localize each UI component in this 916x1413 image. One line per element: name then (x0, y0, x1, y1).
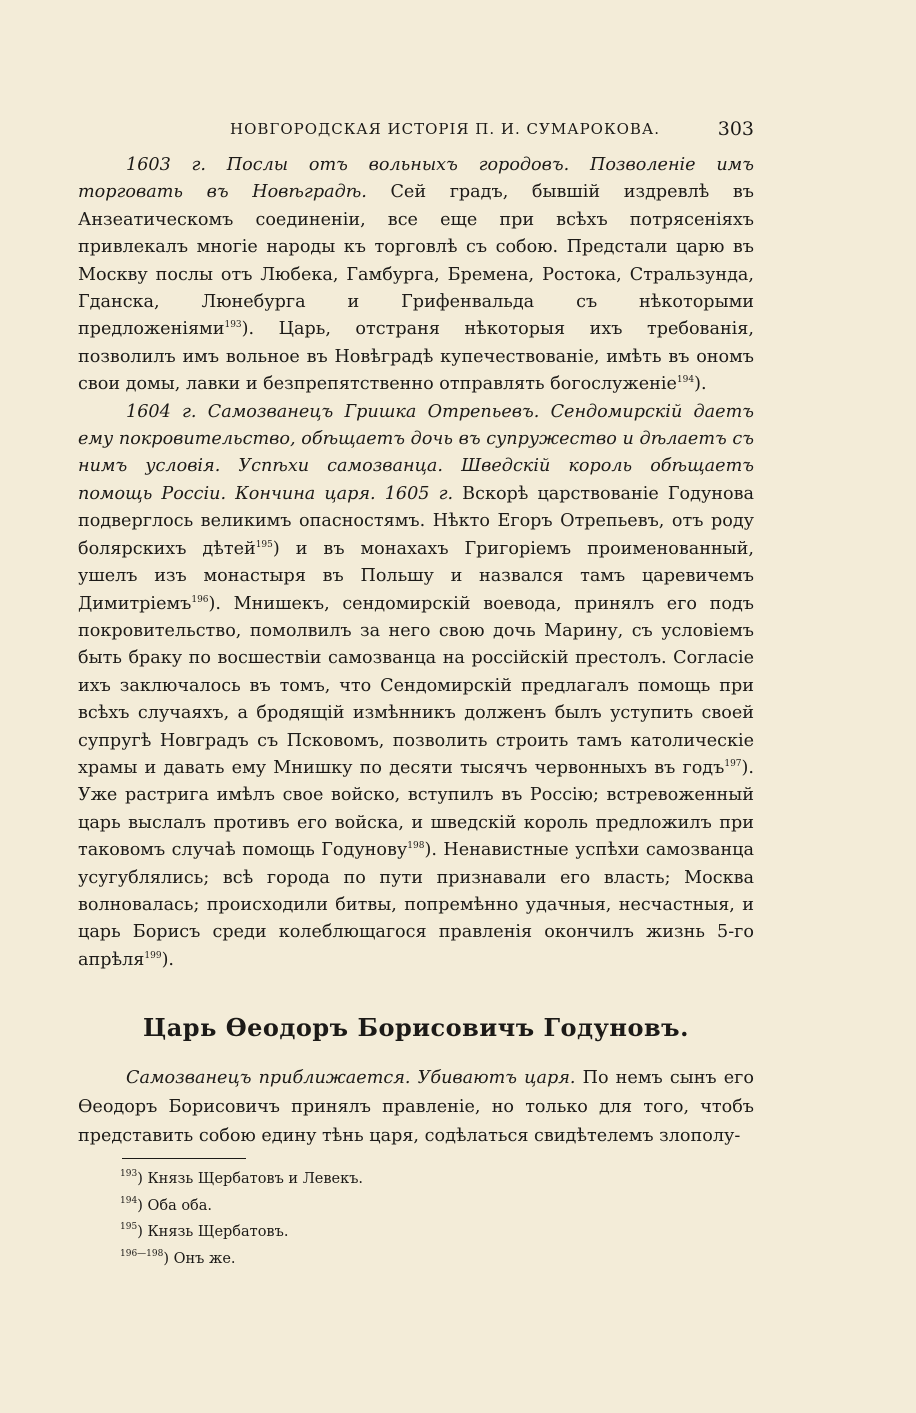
footnote-number: 196—198 (120, 1248, 164, 1259)
footnote-text: ) Князь Щербатовъ и Левекъ. (137, 1171, 364, 1187)
section-title: Царь Ѳеодоръ Борисовичъ Годуновъ. (143, 1013, 689, 1042)
paragraph-text: ). (161, 949, 175, 970)
marginal-heading: 1603 г. Послы отъ вольныхъ городовъ. Позволеніе имъ торговать въ Новѣградѣ. (78, 155, 754, 203)
footnote-number: 195 (120, 1222, 138, 1232)
footnote-text: ) Онъ же. (163, 1250, 236, 1267)
footnote-ref: 194 (676, 375, 695, 386)
footnote (120, 1166, 720, 1193)
paragraph-1603 (78, 152, 754, 399)
footnote-ref: 198 (407, 841, 425, 852)
footnote-ref: 199 (144, 950, 162, 961)
paragraph-1604 (78, 399, 754, 975)
page-number: 303 (717, 118, 754, 140)
marginal-heading: Самозванецъ приближается. Убиваютъ царя. (126, 1068, 576, 1088)
footnote-ref: 196 (191, 594, 209, 605)
running-title: НОВГОРОДСКАЯ ИСТОРІЯ П. И. СУМАРОКОВА. (230, 120, 661, 138)
footnote-number: 194 (120, 1195, 138, 1206)
footnote-ref: 195 (255, 539, 273, 550)
footnote-text: ) Князь Щербатовъ. (137, 1224, 289, 1240)
footnote (120, 1219, 720, 1246)
paragraph-text: ). Мнишекъ, сендомирскій воевода, принялъ его подъ покровительство, помолвилъ за него свою дочь Марину, съ условіемъ быть браку по восшествіи самозванца на россійскій престолъ. Согласіе ихъ заключалось въ томъ, что Сендомирскій предлагалъ помощь при всѣхъ случаяхъ, а бродящій измѣнникъ долженъ былъ уступить своей супругѣ Новградъ съ Псковомъ, позволить строить тамъ католическіе храмы и давать ему Мнишку по десяти тысячъ червонныхъ въ годъ (78, 593, 754, 778)
paragraph-text: ). Царь, отстраня нѣкоторыя ихъ требованія, позволилъ имъ вольное въ Новѣградѣ купечествованіе, имѣть въ ономъ свои домы, лавки и безпрепятственно отправлять богослуженіе (78, 319, 754, 395)
marginal-heading: 1604 г. Самозванецъ Гришка Отрепьевъ. Сендомирскій даетъ ему покровительство, обѣщаетъ дочь въ супружество и дѣлаетъ съ нимъ условія. Успѣхи самозванца. Шведскій король обѣщаетъ помощь Россіи. Кончина царя. 1605 г. (78, 401, 754, 504)
footnote-ref: 193 (224, 320, 242, 331)
footnotes (120, 1166, 720, 1272)
footnote (120, 1246, 720, 1273)
page-header (78, 118, 754, 142)
paragraph-text: ) и въ монахахъ Григоріемъ проименованный, ушелъ изъ монастыря въ Польшу и назвался тамъ царевичемъ Димитріемъ (78, 538, 754, 614)
footnote-text: ) Оба оба. (137, 1197, 213, 1214)
paragraph-text: Сей градъ, бывшій издревлѣ въ Анзеатическомъ соединеніи, все еще при всѣхъ потрясеніяхъ привлекалъ многіе народы къ торговлѣ съ собою. Предстали царю въ Москву послы отъ Любека, Гамбурга, Бремена, Ростока, Стральзунда, Гданска, Люнебурга и Грифенвальда съ нѣкоторыми предложеніями (78, 182, 754, 340)
paragraph-text: ). (694, 374, 707, 395)
paragraph-feodor (78, 1064, 754, 1151)
paragraph-text: ). Уже растрига имѣлъ свое войско, вступилъ въ Россію; встревоженный царь выслалъ противъ его войска, и шведскій король предложилъ при таковомъ случаѣ помощь Годунову (78, 757, 754, 861)
section-text (78, 1064, 754, 1151)
footnote-number: 193 (120, 1169, 138, 1179)
main-text (78, 152, 754, 974)
paragraph-text: По немъ сынъ его Ѳеодоръ Борисовичъ принялъ правленіе, но только для того, чтобъ представить собою едину тѣнь царя, содѣлаться свидѣтелемъ злополу- (78, 1068, 754, 1146)
paragraph-text: ). Ненавистные успѣхи самозванца усугублялись; всѣ города по пути признавали его власть; Москва волновалась; происходили битвы, попремѣнно удачныя, несчастныя, и царь Борисъ среди колеблющагося правленія окончилъ жизнь 5-го апрѣля (78, 840, 754, 970)
footnote-divider (122, 1158, 246, 1159)
footnote-ref: 197 (724, 758, 742, 769)
footnote (120, 1193, 720, 1220)
paragraph-text: Вскорѣ царствованіе Годунова подверглось великимъ опасностямъ. Нѣкто Егоръ Отрепьевъ, отъ роду болярскихъ дѣтей (78, 483, 755, 559)
